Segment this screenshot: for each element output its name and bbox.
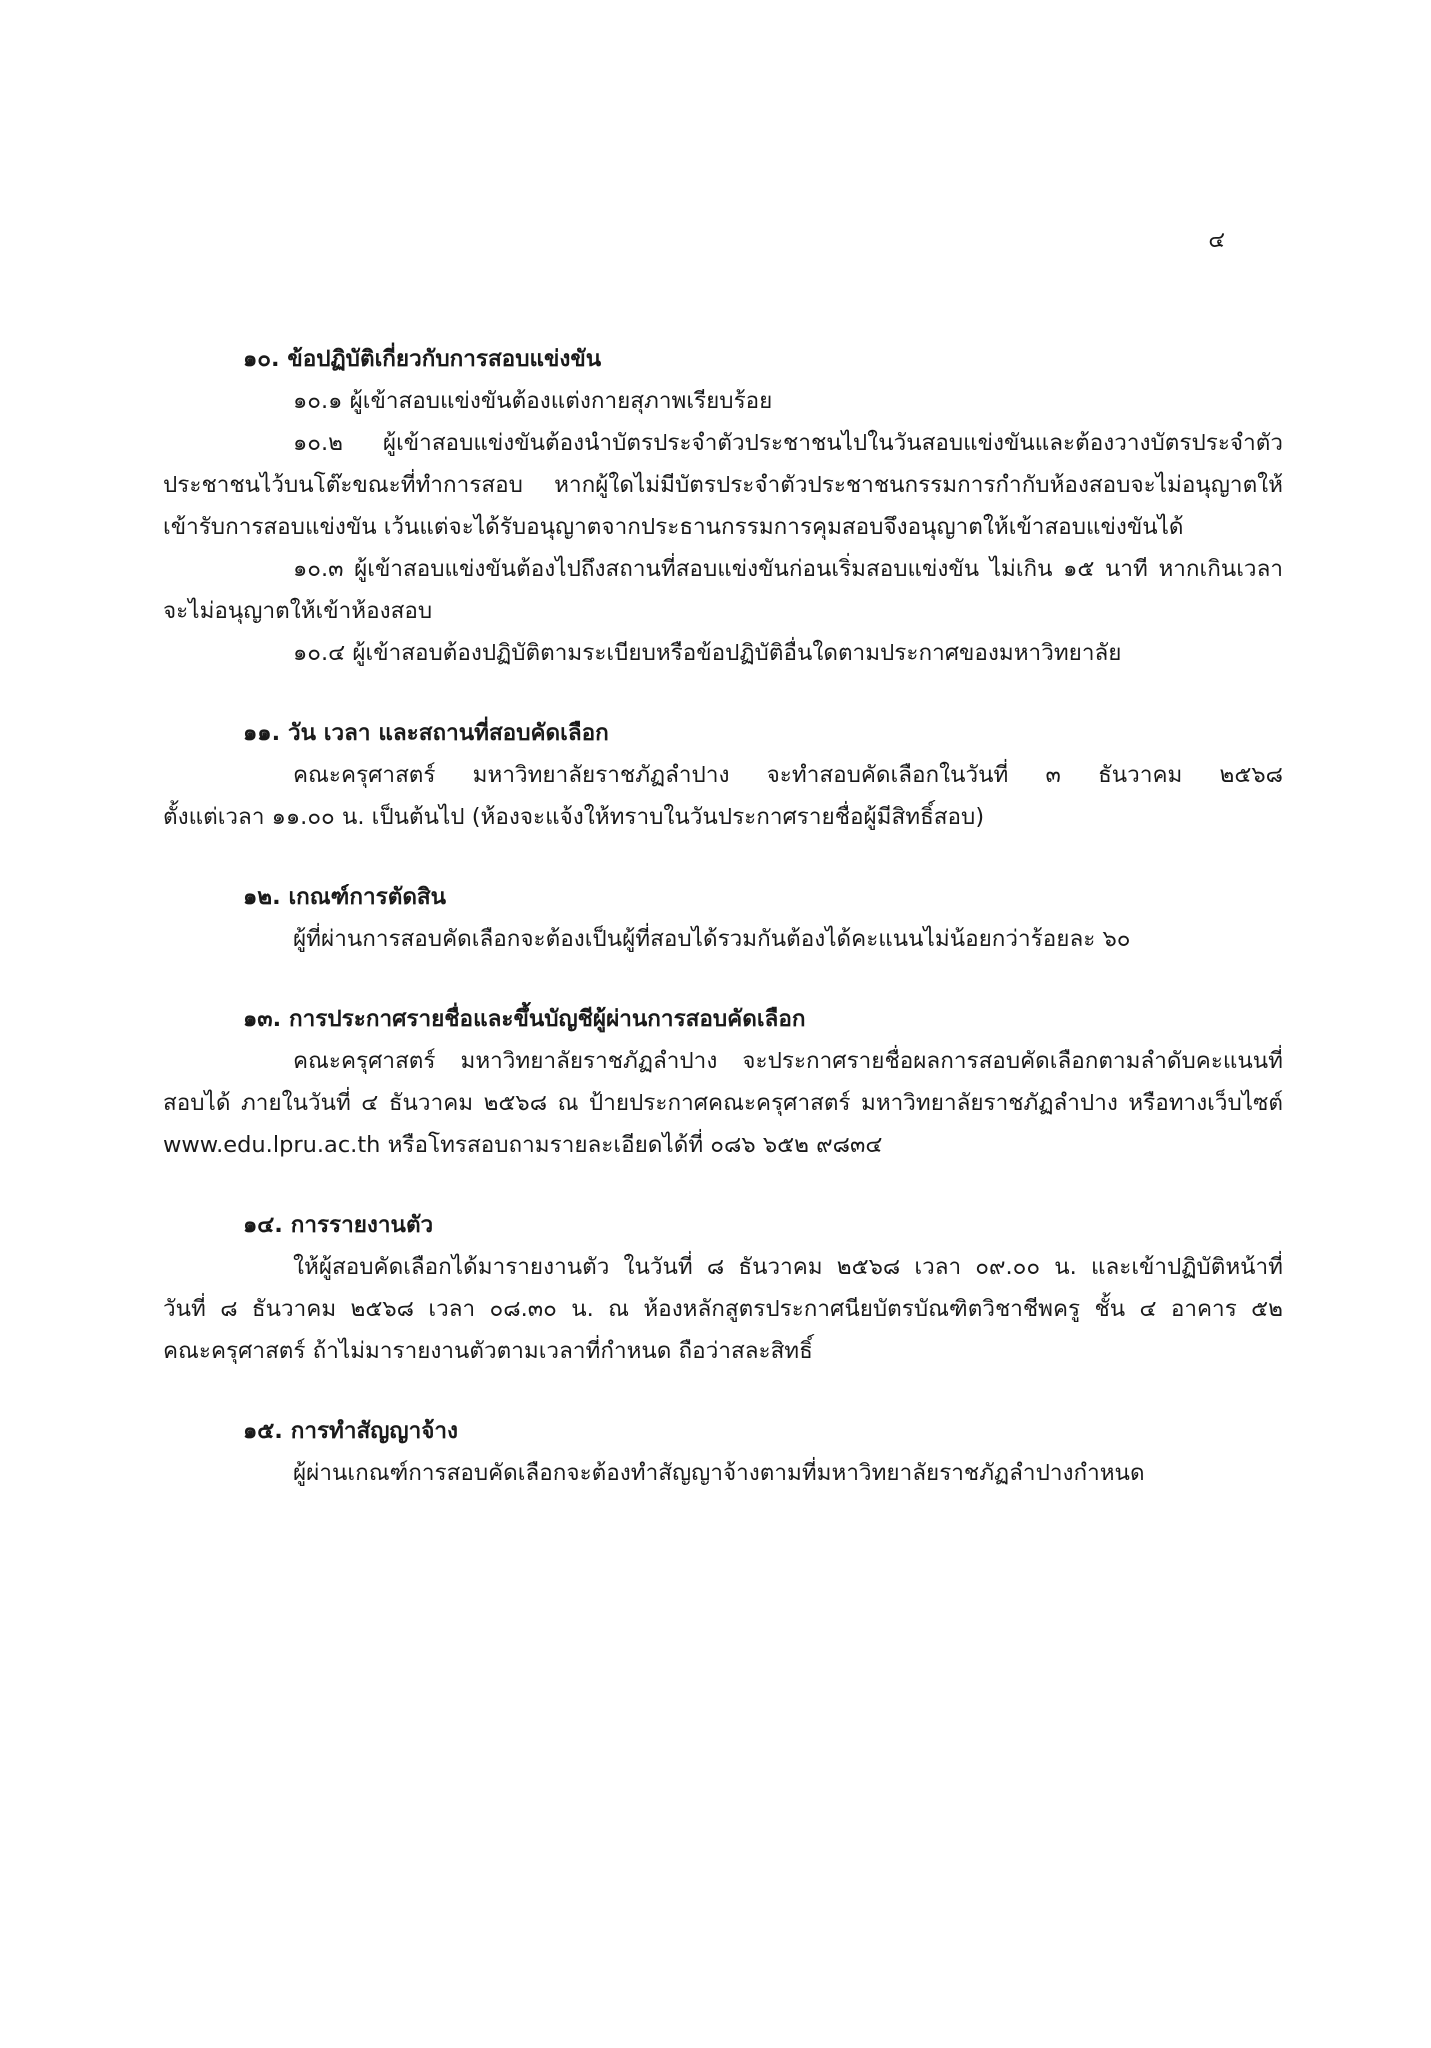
section-title: ๑๑. วัน เวลา และสถานที่สอบคัดเลือก	[243, 720, 609, 746]
section-12	[163, 876, 1283, 960]
section-title: ๑๐. ข้อปฏิบัติเกี่ยวกับการสอบแข่งขัน	[243, 346, 602, 372]
page-number: ๔	[1208, 228, 1225, 253]
paragraph-line: ประชาชนไว้บนโต๊ะขณะที่ทำการสอบ หากผู้ใดไม่มีบัตรประจำตัวประชาชนกรรมการกำกับห้องสอบจะไม่อนุญาตให้	[163, 472, 1283, 498]
document-body	[163, 338, 1283, 1494]
section-title: ๑๕. การทำสัญญาจ้าง	[243, 1418, 459, 1444]
paragraph-line: จะไม่อนุญาตให้เข้าห้องสอบ	[163, 598, 433, 624]
paragraph-line: ๑๐.๔ ผู้เข้าสอบต้องปฏิบัติตามระเบียบหรือข้อปฏิบัติอื่นใดตามประกาศของมหาวิทยาลัย	[293, 640, 1122, 666]
paragraph-line: ๑๐.๒ ผู้เข้าสอบแข่งขันต้องนำบัตรประจำตัวประชาชนไปในวันสอบแข่งขันและต้องวางบัตรประจำตัว	[293, 430, 1283, 456]
paragraph-line: คณะครุศาสตร์ ถ้าไม่มารายงานตัวตามเวลาที่กำหนด ถือว่าสละสิทธิ์	[163, 1338, 813, 1364]
section-15	[163, 1410, 1283, 1494]
section-title: ๑๓. การประกาศรายชื่อและขึ้นบัญชีผู้ผ่านการสอบคัดเลือก	[243, 1006, 806, 1032]
section-11	[163, 712, 1283, 838]
section-title: ๑๔. การรายงานตัว	[243, 1212, 434, 1238]
paragraph-line: ตั้งแต่เวลา ๑๑.๐๐ น. เป็นต้นไป (ห้องจะแจ้งให้ทราบในวันประกาศรายชื่อผู้มีสิทธิ์สอบ)	[163, 804, 985, 830]
paragraph-line: วันที่ ๘ ธันวาคม ๒๕๖๘ เวลา ๐๘.๓๐ น. ณ ห้องหลักสูตรประกาศนียบัตรบัณฑิตวิชาชีพครู ชั้น ๔ อาคาร ๕๒	[163, 1296, 1283, 1322]
paragraph-line: ผู้ผ่านเกณฑ์การสอบคัดเลือกจะต้องทำสัญญาจ้างตามที่มหาวิทยาลัยราชภัฏลำปางกำหนด	[293, 1460, 1145, 1486]
section-title: ๑๒. เกณฑ์การตัดสิน	[243, 884, 447, 910]
section-10	[163, 338, 1283, 674]
paragraph-line: ผู้ที่ผ่านการสอบคัดเลือกจะต้องเป็นผู้ที่สอบได้รวมกันต้องได้คะแนนไม่น้อยกว่าร้อยละ ๖๐	[293, 926, 1131, 952]
paragraph-line: เข้ารับการสอบแข่งขัน เว้นแต่จะได้รับอนุญาตจากประธานกรรมการคุมสอบจึงอนุญาตให้เข้าสอบแข่งขันได้	[163, 514, 1184, 540]
paragraph-line: ให้ผู้สอบคัดเลือกได้มารายงานตัว ในวันที่ ๘ ธันวาคม ๒๕๖๘ เวลา ๐๙.๐๐ น. และเข้าปฏิบัติหน้าที่	[293, 1254, 1283, 1280]
paragraph-line: สอบได้ ภายในวันที่ ๔ ธันวาคม ๒๕๖๘ ณ ป้ายประกาศคณะครุศาสตร์ มหาวิทยาลัยราชภัฏลำปาง หรือทางเว็บไซต์	[163, 1090, 1283, 1116]
paragraph-line: ๑๐.๑ ผู้เข้าสอบแข่งขันต้องแต่งกายสุภาพเรียบร้อย	[293, 388, 773, 414]
paragraph-line: ๑๐.๓ ผู้เข้าสอบแข่งขันต้องไปถึงสถานที่สอบแข่งขันก่อนเริ่มสอบแข่งขัน ไม่เกิน ๑๕ นาที หากเกินเวลา	[293, 556, 1283, 582]
section-13	[163, 998, 1283, 1166]
paragraph-line: www.edu.lpru.ac.th หรือโทรสอบถามรายละเอียดได้ที่ ๐๘๖ ๖๕๒ ๙๘๓๔	[163, 1132, 883, 1158]
paragraph-line: คณะครุศาสตร์ มหาวิทยาลัยราชภัฏลำปาง จะทำสอบคัดเลือกในวันที่ ๓ ธันวาคม ๒๕๖๘	[293, 762, 1283, 788]
section-14	[163, 1204, 1283, 1372]
paragraph-line: คณะครุศาสตร์ มหาวิทยาลัยราชภัฏลำปาง จะประกาศรายชื่อผลการสอบคัดเลือกตามลำดับคะแนนที่	[293, 1048, 1283, 1074]
